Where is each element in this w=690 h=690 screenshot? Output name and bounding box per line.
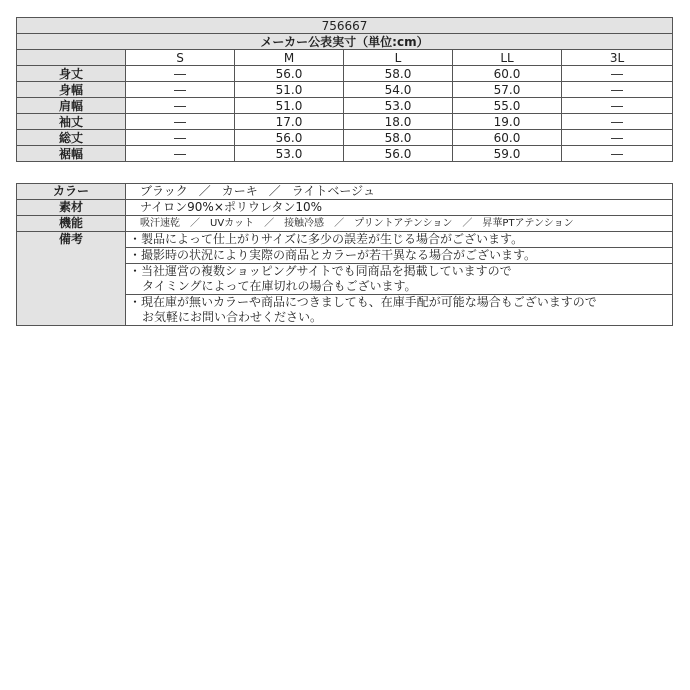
row-label: 袖丈 (17, 114, 126, 130)
table-cell: ― (126, 114, 235, 130)
table-cell: ― (126, 130, 235, 146)
table-cell: 58.0 (344, 130, 453, 146)
material-label: 素材 (17, 200, 126, 216)
table-cell: 56.0 (344, 146, 453, 162)
size-header-3l: 3L (562, 50, 673, 66)
table-cell: 57.0 (453, 82, 562, 98)
info-table (16, 183, 673, 326)
note-item (126, 232, 673, 248)
table-cell: 51.0 (235, 82, 344, 98)
color-item: カーキ (221, 184, 258, 198)
size-header-m: M (235, 50, 344, 66)
color-label: カラー (17, 184, 126, 200)
table-cell: ― (126, 146, 235, 162)
note-line: お気軽にお問い合わせください。 (142, 310, 323, 324)
note-line: ・当社運営の複数ショッピングサイトでも同商品を掲載していますので (129, 264, 512, 278)
function-label: 機能 (17, 216, 126, 232)
table-cell: 58.0 (344, 66, 453, 82)
table-row (17, 98, 673, 114)
color-item: ライトベージュ (291, 184, 375, 198)
function-item: 昇華PTアテンション (482, 218, 574, 229)
table-cell: 19.0 (453, 114, 562, 130)
note-line: ・現在庫が無いカラーや商品につきましても、在庫手配が可能な場合もございますので (129, 295, 597, 309)
note-item (126, 248, 673, 264)
notes-label: 備考 (17, 232, 126, 326)
size-header-l: L (344, 50, 453, 66)
table-row (17, 66, 673, 82)
table-cell: 53.0 (235, 146, 344, 162)
table-cell: ― (562, 130, 673, 146)
function-item: プリントアテンション (354, 218, 453, 229)
table-cell: 56.0 (235, 130, 344, 146)
separator: ／ (462, 218, 473, 229)
table-row (17, 114, 673, 130)
table-cell: 60.0 (453, 130, 562, 146)
size-table (16, 17, 673, 162)
color-row (17, 184, 673, 200)
note-line: タイミングによって在庫切れの場合もございます。 (142, 279, 417, 293)
note-item (126, 295, 673, 326)
table-cell: ― (126, 82, 235, 98)
row-label: 身丈 (17, 66, 126, 82)
table-cell: 54.0 (344, 82, 453, 98)
function-item: 接触冷感 (284, 218, 325, 229)
row-label: 身幅 (17, 82, 126, 98)
table-cell: 56.0 (235, 66, 344, 82)
table-cell: 17.0 (235, 114, 344, 130)
table-cell: 60.0 (453, 66, 562, 82)
function-row (17, 216, 673, 232)
separator: ／ (268, 184, 281, 198)
table-cell: 53.0 (344, 98, 453, 114)
material-value: ナイロン90%×ポリウレタン10% (126, 200, 673, 216)
row-label: 肩幅 (17, 98, 126, 114)
table-cell: 55.0 (453, 98, 562, 114)
separator: ／ (190, 218, 200, 229)
table-cell: 59.0 (453, 146, 562, 162)
function-item: UVカット (210, 218, 255, 229)
size-header-s: S (126, 50, 235, 66)
table-cell: ― (562, 66, 673, 82)
notes-row (17, 232, 673, 248)
table-cell: ― (562, 98, 673, 114)
table-cell: 18.0 (344, 114, 453, 130)
table-row (17, 130, 673, 146)
separator: ／ (198, 184, 211, 198)
note-line: ・撮影時の状況により実際の商品とカラーが若干異なる場合がございます。 (129, 248, 537, 262)
note-line: ・製品によって仕上がりサイズに多少の誤差が生じる場合がございます。 (129, 232, 524, 246)
function-item: 吸汗速乾 (140, 218, 180, 229)
color-item: ブラック (140, 184, 188, 198)
table-row (17, 82, 673, 98)
table-cell: ― (562, 146, 673, 162)
table-cell: ― (126, 98, 235, 114)
note-item (126, 264, 673, 295)
material-row (17, 200, 673, 216)
table-row (17, 146, 673, 162)
product-code: 756667 (17, 18, 673, 34)
row-label: 総丈 (17, 130, 126, 146)
size-header-corner (17, 50, 126, 66)
color-value (126, 184, 673, 200)
separator: ／ (264, 218, 275, 229)
row-label: 裾幅 (17, 146, 126, 162)
table-cell: ― (562, 114, 673, 130)
size-table-subtitle: メーカー公表実寸（単位:cm） (17, 34, 673, 50)
size-header-ll: LL (453, 50, 562, 66)
table-cell: 51.0 (235, 98, 344, 114)
table-cell: ― (562, 82, 673, 98)
function-value (126, 216, 673, 232)
separator: ／ (334, 218, 345, 229)
table-cell: ― (126, 66, 235, 82)
